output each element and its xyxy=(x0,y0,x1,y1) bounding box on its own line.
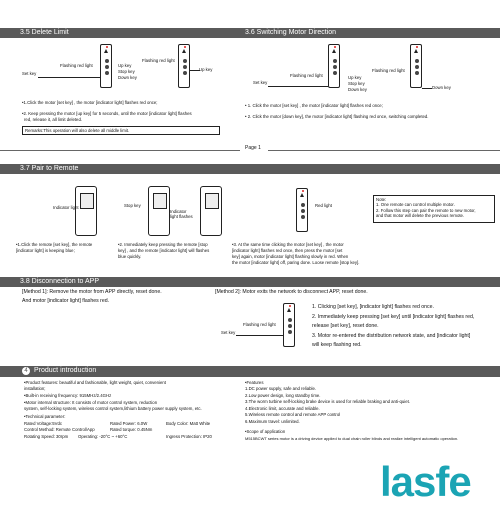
feature-item: 6.Maximum travel: unlimited. xyxy=(245,419,300,424)
feature-item: 1.DC power supply, safe and reliable. xyxy=(245,386,317,391)
feature-item: 4.Electronic limit, accurate and reliable. xyxy=(245,406,320,411)
param-cell: Rated torque: 0.45Nm xyxy=(110,427,153,432)
remote-diagram-1 xyxy=(75,186,97,236)
sec35-step2b: red, release it, all limit deleted. xyxy=(24,117,83,122)
label-indicator-light: Indicator light xyxy=(53,205,79,210)
motor-diagram-6 xyxy=(283,303,295,347)
sec38-s2a: 2. Immediately keep pressing [set key] until [indicator light] flashes red, xyxy=(312,314,475,320)
motor-diagram-4 xyxy=(410,44,422,88)
label-set-key-3: Set key xyxy=(253,80,268,85)
sec38-s1: 1. Clicking [set key], [indicator light] flashes red once. xyxy=(312,304,434,310)
sec4-left-1: installation; xyxy=(24,386,46,391)
motor-diagram-5 xyxy=(296,188,308,232)
sec38-s3a: 3. Motor re-entered the distribution network state, and [indicator light] xyxy=(312,333,471,339)
feature-item: 5.Wireless remote control and remote APP control xyxy=(245,412,341,417)
sec37-title: 3.7 Pair to Remote xyxy=(20,165,79,172)
param-cell: Ingress Protection: IP20 xyxy=(166,434,212,439)
indicator-light-icon xyxy=(334,46,336,48)
label-up-key-2: Up key xyxy=(199,67,213,72)
sec4-left-4: system, self-locking system, wireless control system,lithium battery power supply system, etc. xyxy=(24,406,202,411)
note-line: 1. One remote can control multiple motor. xyxy=(376,202,455,208)
sec38-s3b: will keep flashing red. xyxy=(312,342,362,348)
sec4-left-2: •Built-in receiving frequency: 915MHz/2.4GHz xyxy=(24,393,112,398)
arrow-up-icon xyxy=(104,49,108,53)
sec37-c3a: •3. At the same time clicking the motor [set key] , the motor xyxy=(232,242,344,247)
label-down-key: Down key xyxy=(118,75,137,80)
page-number: Page 1 xyxy=(245,145,261,151)
sec37-c1b: [indicator light] is keeping blue; xyxy=(16,248,75,253)
label-flashing-2: Flashing red light xyxy=(142,58,175,63)
section-header-3-8 xyxy=(0,277,500,287)
note-box xyxy=(373,195,495,223)
label-indicator-b: light flashes xyxy=(170,214,193,219)
label-indicator-a: Indicator xyxy=(170,209,187,214)
sec37-c3b: [indicator light] flashes red once, then press the motor [set xyxy=(232,248,343,253)
motor-diagram-2 xyxy=(178,44,190,88)
remote-diagram-3 xyxy=(200,186,222,236)
param-cell: Rotating Speed: 30rpm xyxy=(24,434,69,439)
sec36-title: 3.6 Switching Motor Direction xyxy=(245,29,337,36)
sec35-step2a: •2. Keep pressing the motor [up key] for 5 seconds, until the motor [indicator light] flashes xyxy=(22,111,192,116)
indicator-light-icon xyxy=(289,305,291,307)
feature-item: 3.The worm turbine self-locking brake device is used for reliable braking and anti-quiet. xyxy=(245,399,411,404)
param-cell: Rated Voltage:5Vdc xyxy=(24,421,62,426)
label-set-key: Set key xyxy=(22,71,37,76)
remote-diagram-2 xyxy=(148,186,170,236)
sec38-m2: [Method 2]: Motor exits the network to disconnect APP, reset done. xyxy=(215,289,368,295)
param-cell: Body Color: Matt White xyxy=(166,421,211,426)
label-flashing: Flashing red light xyxy=(60,63,93,68)
label-flashing-38: Flashing red light xyxy=(243,322,276,327)
label-stop-key-3: Stop key xyxy=(348,81,365,86)
sec35-title: 3.5 Delete Limit xyxy=(20,29,69,36)
param-cell: Rated Power: 6.0W xyxy=(110,421,148,426)
note-line: 2. Follow this step can pair the remote to new motor, xyxy=(376,207,476,213)
sec4-param-title: •Technical parameter: xyxy=(24,414,66,419)
sec35-remark: Remarks:This operation will also delete all middle limit. xyxy=(22,126,220,135)
label-flashing-3: Flashing red light xyxy=(290,73,323,78)
sec4-title: Product introduction xyxy=(34,367,97,374)
sec4-left-0: •Product features: beautiful and fashionable, light weight, quiet, convenient xyxy=(24,380,166,385)
sec38-title: 3.8 Disconnection to APP xyxy=(20,278,99,285)
sec4-scope-title: •Scope of application xyxy=(245,429,286,434)
label-stop-key-37: Stop key xyxy=(124,203,141,208)
note-line: Note: xyxy=(376,197,387,202)
sec38-s2b: release [set key], reset done. xyxy=(312,323,379,329)
indicator-light-icon xyxy=(416,46,418,48)
param-cell: Operating: -20°C ~ +60°C xyxy=(78,434,128,439)
label-stop-key: Stop key xyxy=(118,69,135,74)
sec37-c3c: key] again, motor [indicator light] flashing slowly in red. When xyxy=(232,254,349,259)
label-up-key-3: Up key xyxy=(348,75,362,80)
param-cell: Control Method: Remote Control/App xyxy=(24,427,95,432)
motor-diagram-1 xyxy=(100,44,112,88)
label-flashing-4: Flashing red light xyxy=(372,68,405,73)
sec38-m1b: And motor [indicator light] flashes red. xyxy=(22,298,110,304)
note-line: and that motor will delete the previous remote. xyxy=(376,213,465,219)
section-header-3-7 xyxy=(0,164,500,174)
sec37-c2b: key] , and the remote [indicator light] will flashes xyxy=(118,248,210,253)
sec37-c1a: •1.Click the remote [set key], the remote xyxy=(16,242,93,247)
sec4-features-title: •Features xyxy=(245,380,264,385)
feature-item: 2.Low power design, long standby time. xyxy=(245,393,321,398)
sec36-step2: • 2. Click the motor [down key], the motor [indicator light] flashing red once, switching completed. xyxy=(245,114,429,119)
sec36-step1: • 1. Click the motor [set key] , the motor [indicator light] flashes red once; xyxy=(245,103,383,108)
sec35-step1: •1.Click the motor [set key] , the motor [indicator light] flashes red once; xyxy=(22,100,158,105)
section-header-4 xyxy=(0,366,500,377)
sec4-scope-text: M515BCWT series motor is a driving device applied to dual chain roller blinds and realize intelligent automatic operation. xyxy=(245,436,459,441)
indicator-light-icon xyxy=(184,46,186,48)
brand-logo: lasfe xyxy=(380,458,471,505)
arrow-up-icon xyxy=(300,193,304,197)
motor-diagram-3 xyxy=(328,44,340,88)
label-red-light: Red light xyxy=(315,203,332,208)
label-up-key: Up key xyxy=(118,63,132,68)
indicator-light-icon xyxy=(302,190,304,192)
sec37-c2c: blue quickly. xyxy=(118,254,142,259)
sec37-c3d: the motor [indicator light] off, paring done. Loose remote [stop key]. xyxy=(232,260,360,265)
section-header-3-5-3-6 xyxy=(0,28,500,38)
arrow-up-icon xyxy=(332,49,336,53)
arrow-up-icon xyxy=(287,308,291,312)
indicator-light-icon xyxy=(106,46,108,48)
label-down-key-4: Down key xyxy=(432,85,451,90)
sec4-number-badge: 4 xyxy=(22,367,30,375)
label-down-key-3: Down key xyxy=(348,87,367,92)
sec37-c2a: •2. Immediately keep pressing the remote [stop xyxy=(118,242,208,247)
sec4-left-3: •Motor internal structure: It consists of motor control system, reduction xyxy=(24,400,158,405)
sec38-m1a: [Method 1]: Remove the motor from APP directly, reset done. xyxy=(22,289,162,295)
arrow-up-icon xyxy=(414,49,418,53)
label-set-key-38: Set key xyxy=(221,330,236,335)
arrow-up-icon xyxy=(182,49,186,53)
